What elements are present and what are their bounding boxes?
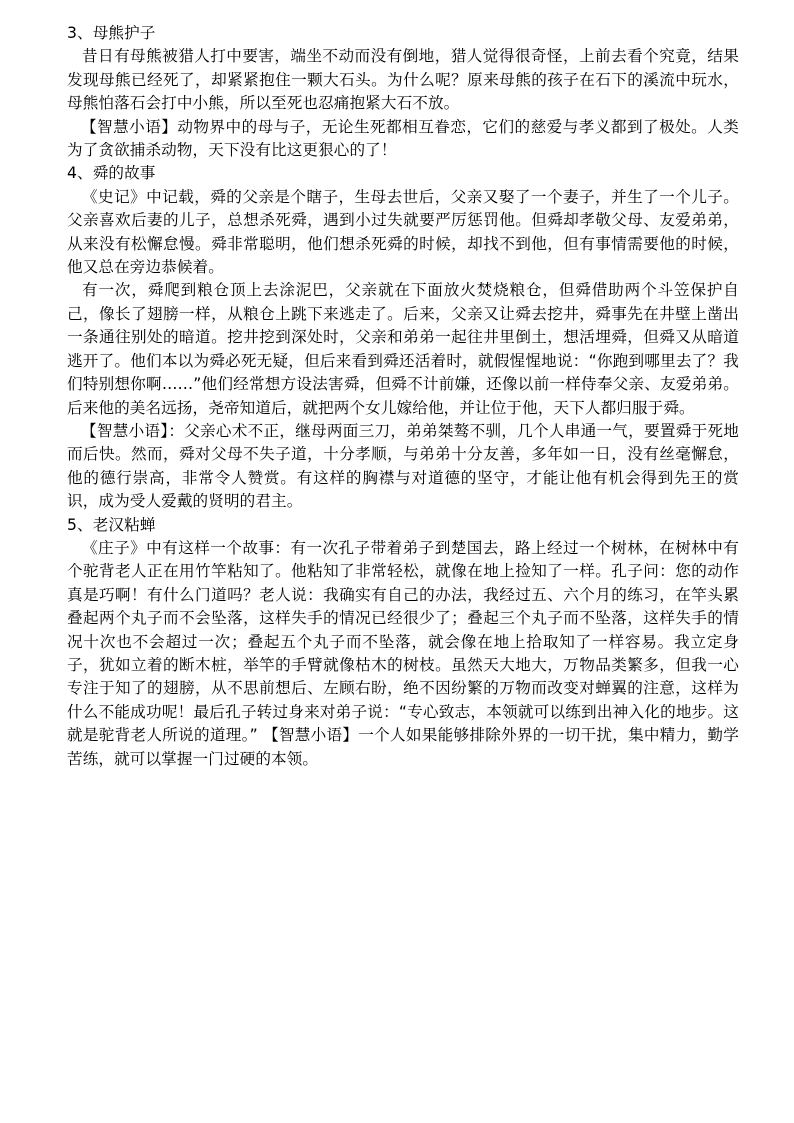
wisdom-note: 【智慧小语】一个人如果能够排除外界的一切干扰，集中精力，勤学苦练，就可以掌握一门过硬的本领。: [67, 726, 739, 768]
section-heading: 4、舜的故事: [67, 164, 156, 183]
story-paragraph: 有一次，舜爬到粮仓顶上去涂泥巴，父亲就在下面放火焚烧粮仓，但舜借助两个斗笠保护自己，像长了翅膀一样，从粮仓上跳下来逃走了。后来，父亲又让舜去挖井，舜事先在井壁上凿出一条通往别处的暗道。挖井挖到深处时，父亲和弟弟一起往井里倒土，想活埋舜，但舜又从暗道逃开了。他们本以为舜必死无疑，但后来看到舜还活着时，就假惺惺地说：“你跑到哪里去了？我们特别想你啊……”他们经常想方设法害舜，但舜不计前嫌，还像以前一样侍奉父亲、友爱弟弟。后来他的美名远扬，尧帝知道后，就把两个女儿嫁给他，并让位于他，天下人都归服于舜。: [67, 281, 739, 417]
wisdom-note: 【智慧小语】：父亲心术不正，继母两面三刀，弟弟桀骜不驯，几个人串通一气，要置舜于死地而后快。然而，舜对父母不失子道，十分孝顺，与弟弟十分友善，多年如一日，没有丝毫懈怠，他的德行崇高，非常令人赞赏。有这样的胸襟与对道德的坚守，才能让他有机会得到先王的赏识，成为受人爱戴的贤明的君主。: [67, 421, 739, 511]
story-paragraph: [67, 537, 739, 771]
section-old-man-catching-cicadas: [67, 514, 739, 771]
section-shun-story: [67, 162, 739, 513]
section-mother-bear: [67, 22, 739, 162]
story-text: 《庄子》中有这样一个故事：有一次孔子带着弟子到楚国去，路上经过一个树林，在树林中有个驼背老人正在用竹竿粘知了。他粘知了非常轻松，就像在地上捡知了一样。孔子问：您的动作真是巧啊！有什么门道吗？老人说：我确实有自己的办法，我经过五、六个月的练习，在竿头累叠起两个丸子而不会坠落，这样失手的情况已经很少了；叠起三个丸子而不坠落，这样失手的情况十次也不会超过一次；叠起五个丸子而不坠落，就会像在地上拾取知了一样容易。我立定身子，犹如立着的断木桩，举竿的手臂就像枯木的树枝。虽然天大地大，万物品类繁多，但我一心专注于知了的翅膀，从不思前想后、左顾右盼，绝不因纷繁的万物而改变对蝉翼的注意，这样为什么不能成功呢！最后孔子转过身来对弟子说：“专心致志，本领就可以练到出神入化的地步。这就是驼背老人所说的道理。”: [67, 538, 739, 745]
document-page: [67, 22, 739, 771]
story-paragraph: 《史记》中记载，舜的父亲是个瞎子，生母去世后，父亲又娶了一个妻子，并生了一个儿子。父亲喜欢后妻的儿子，总想杀死舜，遇到小过失就要严厉惩罚他。但舜却孝敬父母、友爱弟弟，从来没有松懈怠慢。舜非常聪明，他们想杀死舜的时候，却找不到他，但有事情需要他的时候，他又总在旁边恭候着。: [67, 187, 739, 277]
wisdom-note: 【智慧小语】动物界中的母与子，无论生死都相互眷恋，它们的慈爱与孝义都到了极处。人类为了贪欲捕杀动物，天下没有比这更狠心的了！: [67, 117, 739, 160]
story-paragraph: 昔日有母熊被猎人打中要害，端坐不动而没有倒地，猎人觉得很奇怪，上前去看个究竟，结果发现母熊已经死了，却紧紧抱住一颗大石头。为什么呢？原来母熊的孩子在石下的溪流中玩水，母熊怕落石会打中小熊，所以至死也忍痛抱紧大石不放。: [67, 47, 739, 113]
section-heading: 5、老汉粘蝉: [67, 515, 156, 534]
section-heading: 3、母熊护子: [67, 24, 156, 42]
